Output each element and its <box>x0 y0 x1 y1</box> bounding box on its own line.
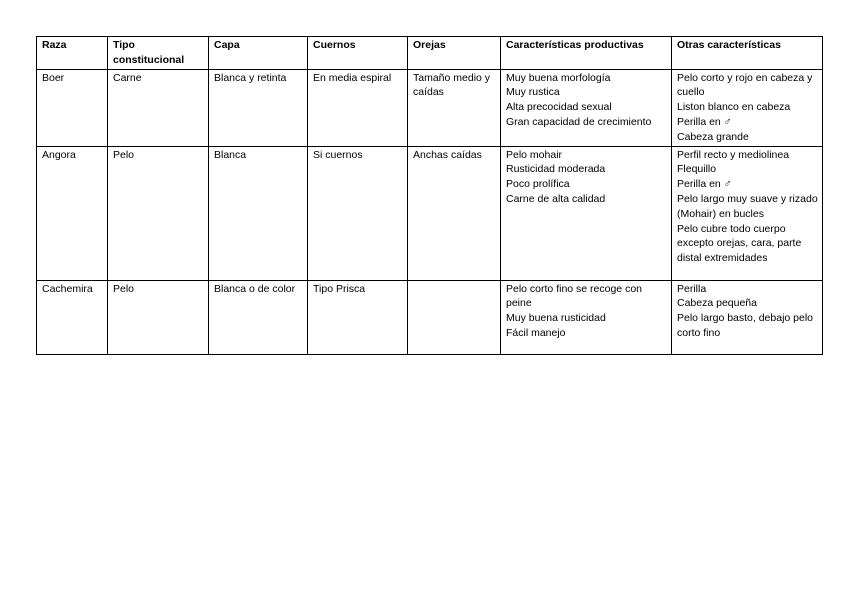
list-item: Pelo largo muy suave y rizado (Mohair) en bucles <box>677 192 818 220</box>
cell-otras <box>672 280 823 354</box>
cell-productivas <box>501 146 672 280</box>
header-orejas: Orejas <box>408 37 501 70</box>
cell-otras <box>672 69 823 146</box>
list-item: Pelo largo basto, debajo pelo corto fino <box>677 312 814 339</box>
breeds-table <box>36 36 823 355</box>
cell-cuernos: Si cuernos <box>308 146 408 280</box>
list-item: Muy buena morfología <box>506 71 611 84</box>
table-row <box>37 69 823 146</box>
cell-tipo: Pelo <box>108 280 209 354</box>
list-item: Liston blanco en cabeza <box>677 101 791 114</box>
table-row <box>37 280 823 354</box>
cell-raza: Angora <box>37 146 108 280</box>
cell-cuernos: En media espiral <box>308 69 408 146</box>
cell-otras <box>672 146 823 280</box>
list-item: Pelo cubre todo cuerpo excepto orejas, cara, parte distal extremidades <box>677 222 802 265</box>
list-item: Fácil manejo <box>506 326 566 339</box>
header-cuernos: Cuernos <box>308 37 408 70</box>
header-caracteristicas-productivas: Características productivas <box>501 37 672 70</box>
list-item: Perfil recto y mediolinea <box>677 148 790 161</box>
cell-tipo: Pelo <box>108 146 209 280</box>
cell-orejas <box>408 280 501 354</box>
cell-cuernos: Tipo Prisca <box>308 280 408 354</box>
list-item: Perilla <box>677 282 707 295</box>
cell-orejas: Anchas caídas <box>408 146 501 280</box>
list-item: Pelo corto y rojo en cabeza y cuello <box>677 71 813 99</box>
cell-capa: Blanca o de color <box>209 280 308 354</box>
table-row <box>37 146 823 280</box>
cell-productivas <box>501 280 672 354</box>
header-capa: Capa <box>209 37 308 70</box>
header-raza: Raza <box>37 37 108 70</box>
list-item: Carne de alta calidad <box>506 192 606 205</box>
cell-capa: Blanca <box>209 146 308 280</box>
list-item: Perilla en ♂ <box>677 115 732 128</box>
list-item: Perilla en ♂ <box>677 178 732 191</box>
list-item: Cabeza grande <box>677 130 749 143</box>
cell-raza: Boer <box>37 69 108 146</box>
list-item: Alta precocidad sexual <box>506 101 612 114</box>
list-item: Flequillo <box>677 163 717 176</box>
list-item: Muy buena rusticidad <box>506 312 606 325</box>
header-otras-caracteristicas: Otras características <box>672 37 823 70</box>
list-item: Poco prolífica <box>506 178 570 191</box>
cell-productivas <box>501 69 672 146</box>
header-tipo-constitucional: Tipo constitucional <box>108 37 209 70</box>
list-item: Muy rustica <box>506 86 560 99</box>
cell-tipo: Carne <box>108 69 209 146</box>
list-item: Rusticidad moderada <box>506 163 606 176</box>
cell-orejas: Tamaño medio y caídas <box>408 69 501 146</box>
list-item: Pelo corto fino se recoge con peine <box>506 282 642 310</box>
table-header-row <box>37 37 823 70</box>
list-item: Gran capacidad de crecimiento <box>506 115 652 128</box>
list-item: Cabeza pequeña <box>677 297 757 310</box>
list-item: Pelo mohair <box>506 148 563 161</box>
cell-capa: Blanca y retinta <box>209 69 308 146</box>
cell-raza: Cachemira <box>37 280 108 354</box>
